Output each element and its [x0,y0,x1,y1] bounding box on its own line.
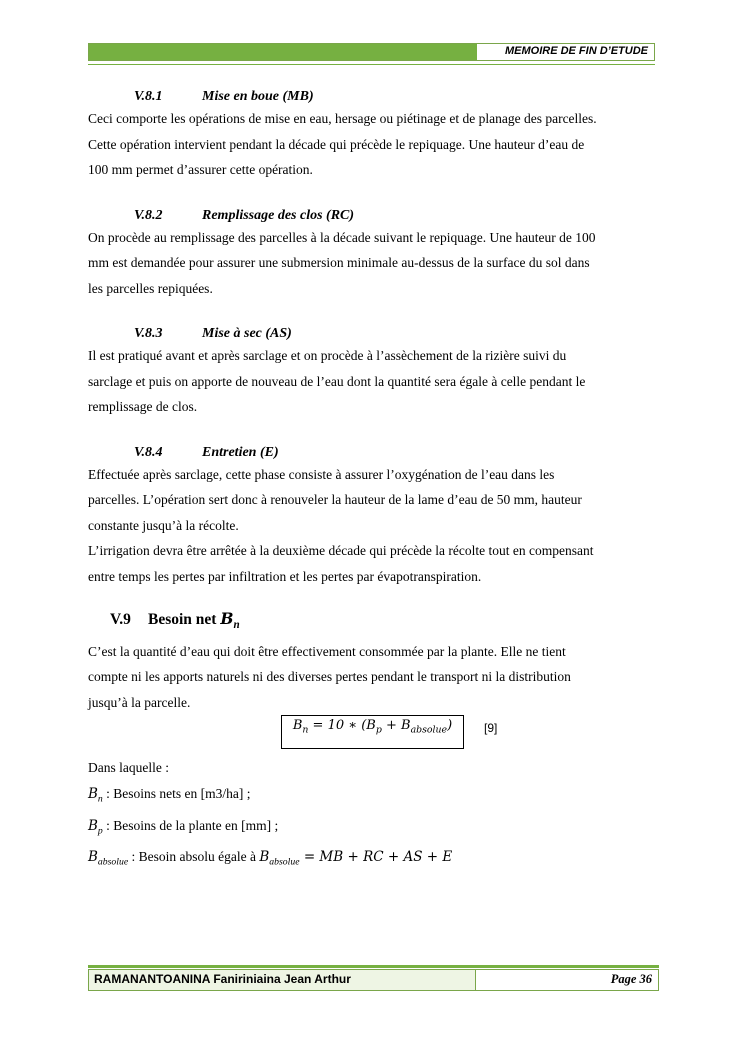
formula-mid-sub: p [375,724,382,736]
def-symbol: B [88,817,98,834]
paragraph-line: 100 mm permet d’assurer cette opération. [88,162,313,177]
section-heading [134,444,655,462]
definition-item [88,844,655,875]
section-heading-v9 [110,609,655,635]
section-heading [134,325,655,343]
paragraph-line: On procède au remplissage des parcelles à la décade suivant le repiquage. Une hauteur de 100 [88,229,596,245]
formula-mid: = 10 ∗ (B [308,718,376,734]
paragraph-line: compte ni les apports naturels ni des diverses pertes pendant le transport ni la distribution [88,669,571,685]
paragraph-line: constante jusqu’à la récolte. [88,517,239,533]
formula-lhs: B [292,718,303,734]
section-heading [134,88,655,106]
math-symbol: B [220,609,234,628]
formula-plus-sub: absolue [410,724,448,736]
equation-row [88,715,655,755]
header-rule [88,64,655,65]
paragraph-line: entre temps les pertes par infiltration et les pertes par évapotranspiration. [88,568,482,584]
paragraph-line: Cette opération intervient pendant la décade qui précède le repiquage. Une hauteur d’eau de [88,136,585,152]
def-symbol: B [88,849,98,866]
footer-page-cell [476,970,658,990]
paragraph-line: parcelles. L’opération sert donc à renouveler la hauteur de la lame d’eau de 50 mm, hauteur [88,492,582,507]
section-heading [134,207,655,225]
paragraph-line: mm est demandée pour assurer une submersion minimale au-dessus de la surface du sol dans [88,255,590,270]
section-number: V.9 [110,611,131,628]
definition-intro: Dans laquelle : [88,760,169,776]
section-number: V.8.3 [134,326,163,341]
def-subscript-2: absolue [269,856,300,868]
def-subscript: p [97,825,103,837]
formula-lhs-sub: n [302,724,309,736]
def-symbol-2: B [259,849,270,866]
paragraph-line: jusqu’à la parcelle. [88,694,191,710]
definition-item [88,781,655,812]
header-title: MEMOIRE DE FIN D’ETUDE [504,45,648,57]
formula-close: ) [447,718,453,734]
header-green-bar [89,44,477,60]
section-title: Mise à sec (AS) [202,326,292,341]
math-subscript: n [233,618,240,631]
section-number: V.8.4 [134,444,163,460]
page-footer [88,969,659,991]
equation-box [281,715,464,749]
paragraph-line: C’est la quantité d’eau qui doit être effectivement consommée par la plante. Elle ne tient [88,643,566,659]
equation-reference: [9] [484,721,498,736]
paragraph-line: Effectuée après sarclage, cette phase consiste à assurer l’oxygénation de l’eau dans les [88,466,555,482]
def-text: : Besoins nets en [m3/ha] ; [102,786,251,802]
def-subscript: n [97,793,103,805]
section-number: V.8.2 [134,207,163,223]
formula-plus: + B [381,718,411,734]
section-title: Mise en boue (MB) [202,89,314,104]
def-subscript: absolue [97,856,129,868]
document-body [88,88,655,876]
paragraph-line: Ceci comporte les opérations de mise en eau, hersage ou piétinage et de planage des parcelles. [88,111,597,126]
definition-list [88,755,655,875]
def-equation: = MB + RC + AS + E [299,849,453,866]
section-title: Besoin net [148,611,221,628]
page-header [88,43,655,61]
footer-rule [88,965,659,968]
page-number: Page 36 [610,972,652,986]
section-title: Remplissage des clos (RC) [202,207,355,223]
definition-item [88,813,655,844]
def-text: : Besoin absolu égale à [128,849,260,865]
paragraph-line: sarclage et puis on apporte de nouveau de l’eau dont la quantité sera égale à celle pendant le [88,373,586,389]
paragraph-line: L’irrigation devra être arrêtée à la deuxième décade qui précède la récolte tout en compensant [88,543,594,558]
footer-author: RAMANANTOANINA Faniriniaina Jean Arthur [94,972,351,986]
paragraph-line: les parcelles repiquées. [88,280,213,296]
paragraph-line: Il est pratiqué avant et après sarclage et on procède à l’assèchement de la rizière suivi du [88,348,567,363]
def-symbol: B [88,786,98,803]
section-title: Entretien (E) [202,444,279,460]
def-text: : Besoins de la plante en [mm] ; [102,817,279,833]
section-number: V.8.1 [134,89,163,104]
paragraph-line: remplissage de clos. [88,399,198,414]
